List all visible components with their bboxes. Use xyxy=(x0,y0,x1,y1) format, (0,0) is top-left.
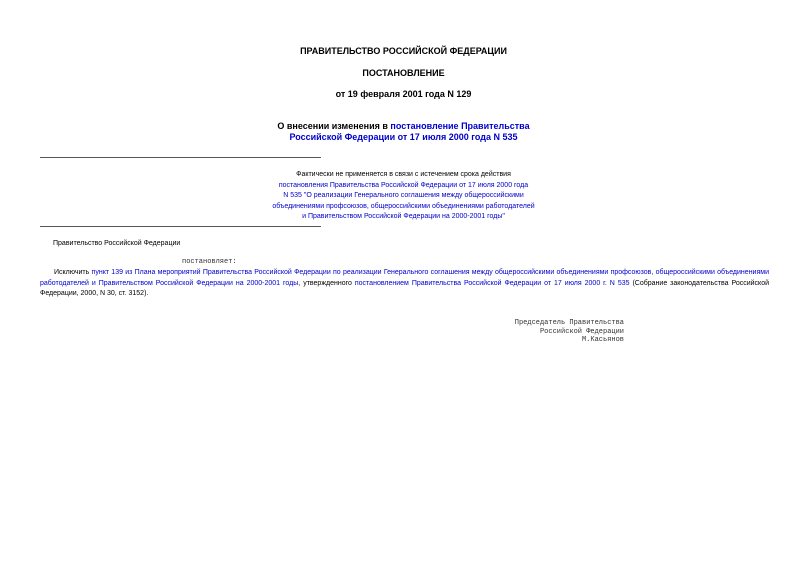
document-date-number: от 19 февраля 2001 года N 129 xyxy=(335,89,472,99)
title-link-amended-decree[interactable]: постановление Правительства xyxy=(390,121,530,131)
intro-text: Правительство Российской Федерации xyxy=(53,240,181,247)
body-link-item-139[interactable]: пункт 139 из Плана мероприятий Правительства Российской Федерации по реализации Генерального соглашения между общероссийскими объединениями профсоюзов, общероссийскими объединениями работодателей и Правительством Российской Федерации на 2000-2001 годы xyxy=(40,269,769,287)
signature-block xyxy=(470,319,624,345)
note-link-line1[interactable]: постановления Правительства Российской Федерации от 17 июля 2000 года xyxy=(278,181,529,189)
validity-note xyxy=(200,170,607,223)
document-title xyxy=(0,121,807,143)
decree-body-paragraph xyxy=(40,268,769,300)
body-text-3: (Собрание законодательства Российской Федерации, 2000, N 30, ст. 3152). xyxy=(40,279,769,297)
signature-body: Российской Федерации xyxy=(539,327,624,336)
decides-text: постановляет: xyxy=(182,258,237,266)
signature-name: М.Касьянов xyxy=(581,336,624,344)
note-link-line3[interactable]: объединениями профсоюзов, общероссийскими объединениями работодателей xyxy=(272,202,535,210)
title-link-amended-decree-continued[interactable]: Российской Федерации от 17 июля 2000 года N 535 xyxy=(289,132,518,142)
signature-title: Председатель Правительства xyxy=(514,319,624,327)
note-divider-top xyxy=(40,157,321,158)
note-text: Фактически не применяется в связи с истечением срока действия xyxy=(296,171,511,178)
title-prefix: О внесении изменения в xyxy=(277,121,391,131)
note-link-line2[interactable]: N 535 "О реализации Генерального соглашения между общероссийскими xyxy=(283,192,524,199)
document-type-heading: ПОСТАНОВЛЕНИЕ xyxy=(362,68,445,78)
body-link-decree-535[interactable]: постановлением Правительства Российской Федерации от 17 июля 2000 г. N 535 xyxy=(354,279,630,287)
note-link-line4[interactable]: и Правительством Российской Федерации на 2000-2001 годы" xyxy=(302,213,505,220)
note-divider-bottom xyxy=(40,226,321,227)
government-heading: ПРАВИТЕЛЬСТВО РОССИЙСКОЙ ФЕДЕРАЦИИ xyxy=(300,46,507,56)
body-text-1: Исключить xyxy=(54,269,92,276)
body-text-2: , утвержденного xyxy=(298,279,355,287)
